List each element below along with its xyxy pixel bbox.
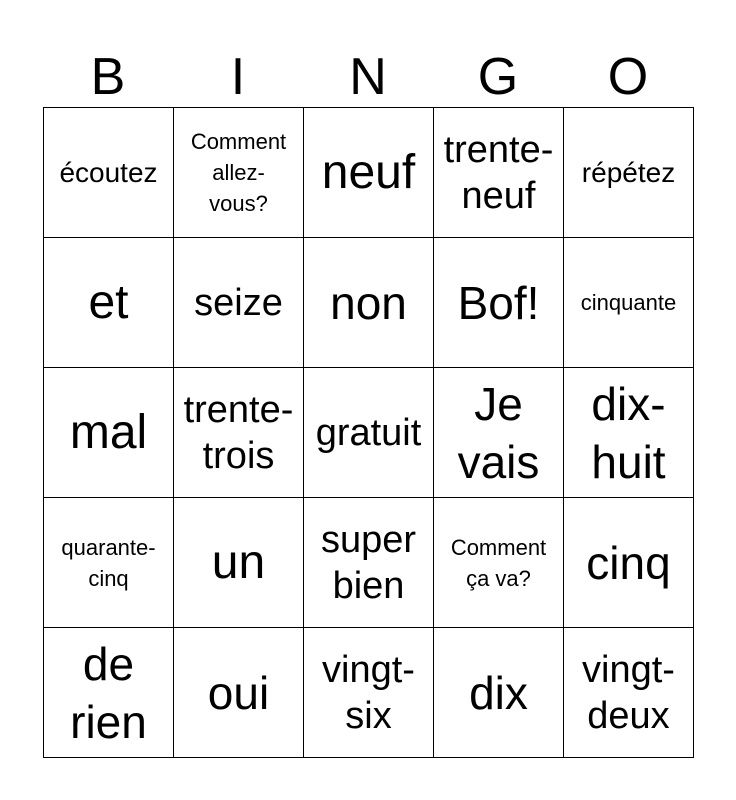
cell-text [582,647,675,739]
bingo-cell[interactable] [564,368,694,498]
cell-text-line: trente- [183,388,294,431]
cell-text [451,532,546,594]
cell-text-line: gratuit [315,411,422,454]
cell-text [444,127,554,219]
cell-text [321,517,416,609]
cell-text-line: vingt- [322,648,415,691]
cell-text [191,126,286,219]
bingo-cell[interactable] [304,108,434,238]
cell-text-line: un [211,535,266,589]
cell-text-line: Je [474,377,523,430]
bingo-header [43,44,693,108]
cell-text [581,287,676,318]
cell-text [70,405,147,461]
bingo-board [43,107,694,758]
cell-text-line: trois [202,434,275,477]
bingo-cell[interactable] [44,108,174,238]
cell-text [469,664,528,722]
cell-text [88,275,128,331]
cell-text-line: huit [591,435,666,488]
bingo-cell[interactable] [174,108,304,238]
bingo-cell[interactable] [434,108,564,238]
cell-text-line: écoutez [59,157,158,188]
cell-text-line: dix- [591,377,666,430]
bingo-cell[interactable] [44,368,174,498]
cell-text-line: mal [69,405,148,459]
bingo-cell[interactable] [44,498,174,628]
cell-text-line: de [82,637,135,690]
cell-text-line: deux [587,694,670,737]
bingo-cell[interactable] [44,238,174,368]
bingo-cell[interactable] [434,628,564,758]
cell-text-line: dix [469,666,528,719]
cell-text-line: cinq [88,565,129,591]
bingo-cell[interactable] [564,108,694,238]
cell-text [59,156,157,189]
cell-text-line: bien [332,564,405,607]
cell-text [582,156,675,189]
cell-text-line: six [345,694,392,737]
cell-text [322,647,415,739]
header-letter-g: G [477,48,519,106]
cell-text-line: Comment [190,129,287,154]
cell-text-line: trente- [443,128,554,171]
cell-text-line: ça va? [466,565,531,591]
bingo-cell[interactable] [434,368,564,498]
bingo-cell[interactable] [174,368,304,498]
bingo-cell[interactable] [174,498,304,628]
bingo-cell[interactable] [174,238,304,368]
cell-text [194,280,283,326]
bingo-cell[interactable] [564,628,694,758]
cell-text-line: Comment [450,534,547,560]
bingo-cell[interactable] [174,628,304,758]
cell-text-line: Bof! [457,276,540,329]
cell-text [208,664,269,722]
cell-text-line: et [88,275,129,329]
cell-text [322,145,415,201]
bingo-cell[interactable] [434,498,564,628]
header-letter-i: I [230,48,246,106]
cell-text-line: super [320,518,417,561]
cell-text-line: cinq [586,536,671,589]
cell-text-line: allez- [212,160,265,185]
header-letter-o: O [607,48,649,106]
cell-text [458,375,540,491]
bingo-cell[interactable] [564,238,694,368]
cell-text-line: seize [194,281,283,324]
cell-text-line: oui [207,666,270,719]
cell-text [586,534,670,592]
cell-text-line: cinquante [580,290,677,315]
bingo-cell[interactable] [304,498,434,628]
cell-text-line: vous? [209,191,268,216]
cell-text [458,274,540,332]
cell-text [70,635,147,751]
cell-text-line: non [330,276,407,329]
header-letter-b: B [90,48,126,106]
cell-text [212,535,265,591]
header-letter-n: N [349,48,387,106]
cell-text [184,387,294,479]
cell-text [61,532,155,594]
bingo-cell[interactable] [304,628,434,758]
bingo-cell[interactable] [304,368,434,498]
cell-text [591,375,665,491]
cell-text-line: répétez [581,157,676,188]
cell-text-line: vais [457,435,540,488]
bingo-cell[interactable] [44,628,174,758]
cell-text-line: rien [70,695,147,748]
cell-text-line: neuf [461,174,536,217]
bingo-cell[interactable] [564,498,694,628]
bingo-cell[interactable] [304,238,434,368]
bingo-cell[interactable] [434,238,564,368]
cell-text [316,410,422,456]
cell-text-line: neuf [321,145,416,199]
cell-text-line: vingt- [582,648,675,691]
cell-text [330,274,407,332]
cell-text-line: quarante- [61,534,156,560]
